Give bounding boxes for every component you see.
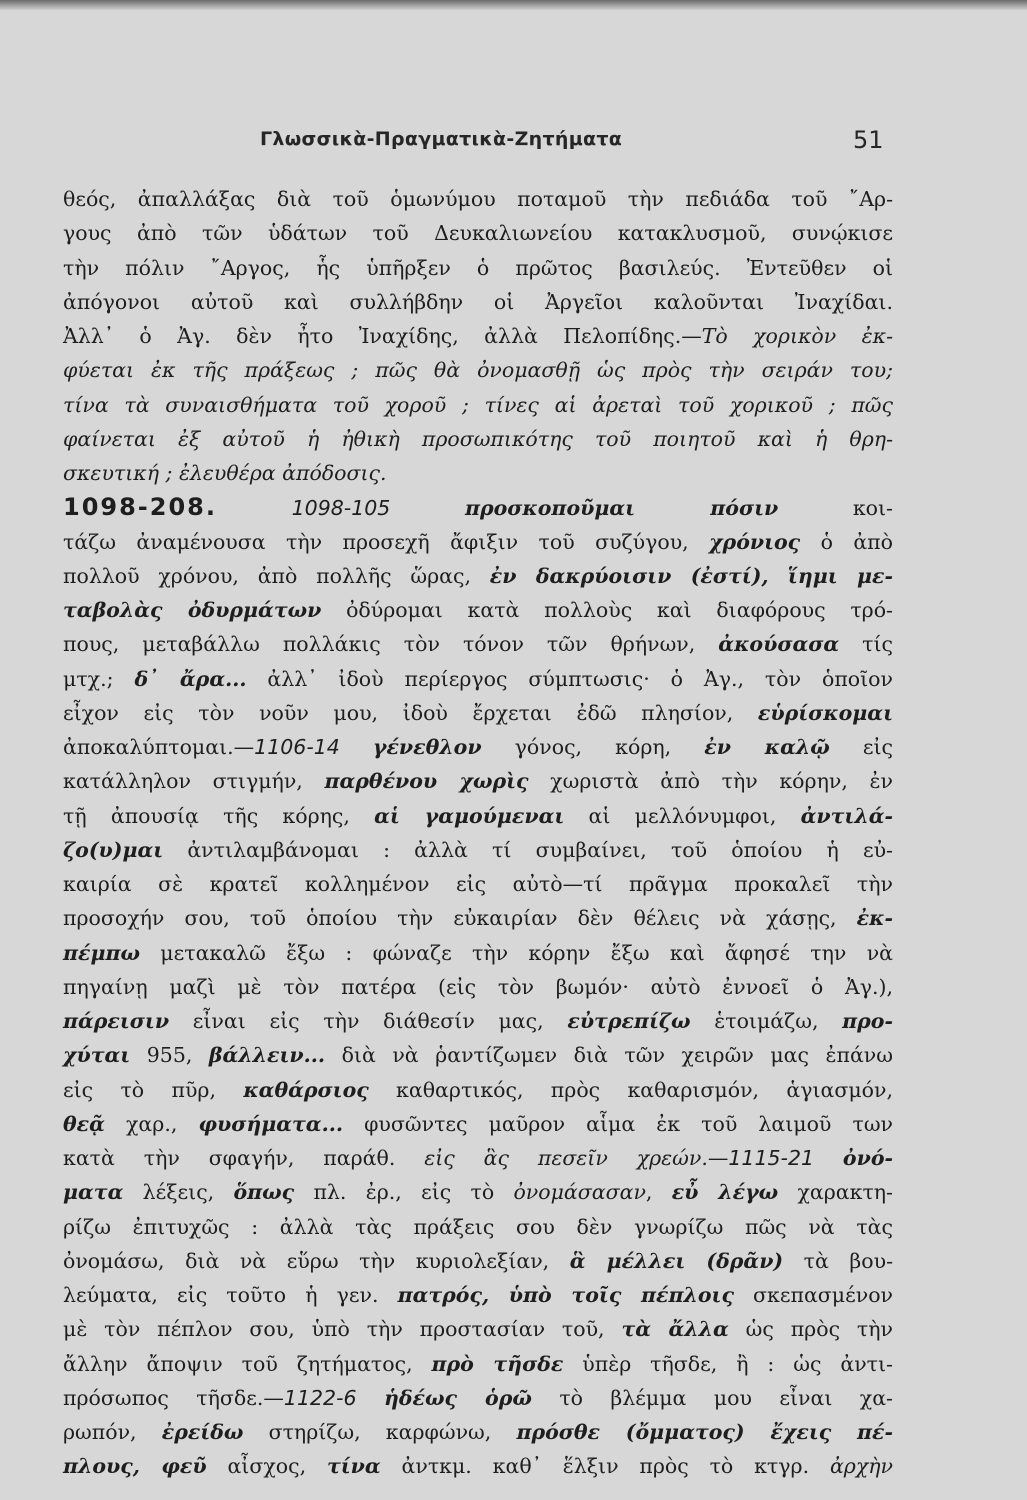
text-line [63,593,893,627]
text-line [63,353,893,387]
text-line [63,1312,893,1346]
text-segment: , [645,1180,672,1205]
text-line [63,970,893,1004]
text-segment: τίνα [326,1454,381,1479]
text-segment: χαρ., [104,1111,199,1136]
text-segment: πρόσθε (ὄμματος) ἔχεις πέ- [516,1420,893,1444]
text-segment: φυσήματα... [198,1111,343,1136]
text-segment: πέμπω [63,940,140,965]
text-segment: πρόσωπος τῆσδε.— [63,1385,284,1410]
text-segment: ματα [63,1180,124,1205]
text-segment: ὀνό- [842,1146,894,1170]
text-segment: σκευτική ; ἐλευθέρα ἀπόδοσις. [63,461,387,485]
page-number: 51 [853,126,884,154]
text-segment: ἐν δακρύοισιν (ἐστί), ἵημι με- [489,563,893,588]
text-segment: εὖ λέγω [671,1180,779,1205]
text-segment: ὀνομάσω, διὰ νὰ εὕρω τὴν κυριολεξίαν, [63,1248,570,1273]
text-segment: εἶναι εἰς τὴν διάθεσίν μας, [169,1009,568,1033]
text-line [63,388,893,422]
text-line [63,456,893,490]
text-segment: 1106-14 [254,735,340,759]
text-segment: εὑρίσκομαι [757,700,893,725]
text-segment: ἄλλην ἄποψιν τοῦ ζητήματος, [63,1351,432,1376]
text-segment: ὀδύρομαι κατὰ πολλοὺς καὶ διαφόρους τρό- [321,598,893,622]
text-segment: ἐκ- [856,906,893,931]
text-segment: λεύματα, εἰς τοῦτο ἡ γεν. [63,1283,398,1307]
text-segment: πολλοῦ χρόνου, ἀπὸ πολλῆς ὥρας, [63,563,490,588]
text-line [63,1073,893,1107]
text-line [63,730,893,764]
text-line [63,1449,893,1483]
text-segment: γους ἀπὸ τῶν ὑδάτων τοῦ Δευκαλιωνείου κατακλυσμοῦ, συνῴκισε [63,221,893,246]
text-segment [814,1146,843,1170]
text-segment: πλους, φεῦ [63,1454,207,1479]
text-segment: μὲ τὸν πέπλον σου, ὑπὸ τὴν προστασίαν τοῦ, [63,1317,622,1342]
text-segment: αἱ μελλόνυμφοι, [564,803,801,828]
text-line [63,1381,893,1415]
text-line [63,627,893,661]
text-line [63,1210,893,1244]
text-segment: θεᾷ [63,1111,105,1136]
text-segment: τὰ ἄλλα [621,1317,729,1342]
text-segment: κατάλληλον στιγμήν, [63,769,325,794]
text-line [63,1244,893,1278]
text-segment: κατὰ τὴν σφαγήν, παράθ. [63,1146,425,1170]
text-segment: ταβολὰς ὀδυρμάτων [63,598,322,622]
text-segment: πους, μεταβάλλω πολλάκις τὸν τόνον τῶν θρήνων, [63,632,719,657]
text-segment: 1115-21 [728,1146,815,1170]
text-line [63,662,893,696]
text-segment [390,496,465,520]
text-line [63,764,893,798]
text-line [63,422,893,456]
text-line [63,1004,893,1038]
text-segment: χρόνιος [709,529,801,554]
text-segment: ρωπόν, [63,1420,162,1444]
text-line [63,216,893,250]
text-line [63,1347,893,1381]
text-segment: τίνα τὰ συναισθήματα τοῦ χοροῦ ; τίνες αἱ ἀρεταὶ τοῦ χορικοῦ ; πῶς [63,392,893,417]
text-segment: μετακαλῶ ἔξω : φώναζε τὴν κόρην ἔξω καὶ ἄφησέ την νὰ [140,940,893,965]
text-segment: λέξεις, [123,1180,234,1205]
text-segment: 1098-208. [63,493,217,522]
text-segment: πατρός, ὑπὸ τοῖς πέπλοις [397,1283,734,1307]
text-segment: ἀκούσασα [718,632,840,657]
page-top-edge [0,0,1027,10]
text-segment: ἀπόγονοι αὐτοῦ καὶ συλλήβδην οἱ Ἀργεῖοι καλοῦνται Ἰναχίδαι. [63,289,893,314]
text-segment: εἶχον εἰς τὸν νοῦν μου, ἰδοὺ ἔρχεται ἐδῶ πλησίον, [63,700,758,725]
text-segment: ὑπὲρ τῆσδε, ἢ : ὡς ἀντι- [563,1351,893,1376]
text-segment: γόνος, κόρη, [481,735,705,759]
text-segment: προ- [842,1009,893,1033]
text-segment: ἀλλ᾿ ἰδοὺ περίεργος σύμπτωσις· ὁ Ἀγ., τὸν ὁποῖον [246,666,893,691]
text-line [63,525,893,559]
text-segment: καιρία σὲ κρατεῖ κολλημένον εἰς αὐτὸ—τί πρᾶγμα προκαλεῖ τὴν [63,872,893,896]
text-segment: εἰς ἃς πεσεῖν χρεών. [424,1146,708,1170]
text-segment: ἃ μέλλει (δρᾶν) [569,1248,784,1273]
text-segment: ὅπως [233,1180,295,1205]
text-line [63,833,893,867]
text-segment: πάρεισιν [63,1009,170,1033]
text-segment: θεός, ἀπαλλάξας διὰ τοῦ ὁμωνύμου ποταμοῦ τὴν πεδιάδα τοῦ ῎Αρ- [63,187,893,211]
text-segment: τίς [839,632,893,657]
commentary-text-block [63,182,893,1484]
text-segment: ἀρχὴν [829,1454,894,1479]
text-segment: χαρακτη- [778,1180,893,1205]
text-line [63,182,893,216]
text-line [63,285,893,319]
text-line [63,490,893,524]
text-segment: καθάρσιος [243,1077,369,1102]
text-segment: ἑτοιμάζω, [690,1009,843,1033]
text-segment: 1098-105 [291,496,391,521]
text-segment: — [707,1146,729,1170]
text-line [63,1038,893,1072]
text-line [63,1175,893,1209]
text-segment: ρίζω ἐπιτυχῶς : ἀλλὰ τὰς πράξεις σου δὲν γνωρίζω πῶς νὰ τὰς [63,1214,893,1239]
text-line [63,867,893,901]
text-segment: προσοχήν σου, τοῦ ὁποίου τὴν εὐκαιρίαν δὲν θέλεις νὰ χάσῃς, [63,906,857,931]
text-segment: Τὸ χορικὸν ἐκ- [701,324,893,348]
text-line [63,936,893,970]
text-segment [340,735,373,759]
text-segment: ὡς πρὸς τὴν [728,1317,894,1342]
text-segment: σκεπασμένον [733,1283,894,1307]
text-segment: πηγαίνῃ μαζὶ μὲ τὸν πατέρα (εἰς τὸν βωμόν· αὐτὸ ἐννοεῖ ὁ Ἀγ.), [63,974,893,999]
text-segment: τῇ ἀπουσίᾳ τῆς κόρης, [63,803,375,828]
text-segment: μτχ.; [63,666,135,691]
text-line [63,1278,893,1312]
text-line [63,799,893,833]
text-segment [217,496,292,520]
text-line [63,559,893,593]
text-segment: καθαρτικός, πρὸς καθαρισμόν, ἁγιασμόν, [368,1077,893,1102]
text-segment: χύται [63,1043,131,1068]
text-segment: δ᾿ ἄρα... [134,666,247,691]
text-segment: πρὸ τῆσδε [431,1351,564,1376]
text-segment: τὰ βου- [783,1248,893,1273]
text-line [63,696,893,730]
text-segment [357,1386,384,1410]
text-segment: ζο(υ)μαι [63,837,164,862]
text-segment: Ἀλλ᾿ ὁ Ἀγ. δὲν ἦτο Ἰναχίδης, ἀλλὰ Πελοπίδης.— [63,324,702,348]
text-segment: φυσῶντες μαῦρον αἷμα ἐκ τοῦ λαιμοῦ των [343,1111,893,1136]
text-segment: ἡδέως ὁρῶ [383,1385,532,1410]
text-segment: κοι- [778,496,893,521]
text-segment: 955, [130,1043,209,1068]
text-segment: φαίνεται ἐξ αὐτοῦ ἡ ἠθικὴ προσωπικότης τοῦ ποιητοῦ καὶ ἡ θρη- [63,426,893,451]
text-segment: 1122-6 [283,1385,357,1410]
text-segment: ἐν καλῷ [704,735,830,759]
text-segment: ἀντκμ. καθ᾿ ἕλξιν πρὸς τὸ κτγρ. [380,1454,830,1479]
text-line [63,1107,893,1141]
text-segment: διὰ νὰ ῥαντίζωμεν διὰ τῶν χειρῶν μας ἐπάνω [325,1043,893,1068]
text-line [63,1141,893,1175]
text-segment: στηρίζω, καρφώνω, [243,1420,517,1444]
text-segment: ἀντιλά- [800,803,894,828]
running-header: Γλωσσικὰ-Πραγματικὰ-Ζητήματα [260,128,623,150]
text-segment: βάλλειν... [208,1043,326,1068]
text-segment: τὴν πόλιν ῎Αργος, ἧς ὑπῆρξεν ὁ πρῶτος βασιλεύς. Ἐντεῦθεν οἱ [63,255,893,280]
text-segment: προσκοποῦμαι πόσιν [464,496,779,521]
text-segment: παρθένου χωρὶς [324,769,529,794]
text-segment: τὸ βλέμμα μου εἶναι χα- [531,1385,893,1410]
text-segment: τάζω ἀναμένουσα τὴν προσεχῆ ἄφιξιν τοῦ συζύγου, [63,529,710,554]
text-segment: εἰς τὸ πῦρ, [63,1077,244,1102]
text-segment: εἰς [829,735,893,759]
text-line [63,251,893,285]
text-segment: φύεται ἐκ τῆς πράξεως ; πῶς θὰ ὀνομασθῇ ὡς πρὸς τὴν σειράν του; [63,358,893,383]
text-segment: ἀντιλαμβάνομαι : ἀλλὰ τί συμβαίνει, τοῦ ὁποίου ἡ εὐ- [163,837,893,862]
text-segment: αἶσχος, [206,1454,327,1479]
text-line [63,319,893,353]
text-segment: ὀνομάσασαν [513,1180,646,1205]
text-segment: εὐτρεπίζω [567,1009,691,1033]
text-segment: χωριστὰ ἀπὸ τὴν κόρην, ἐν [528,769,893,794]
text-segment: ἀποκαλύπτομαι.— [63,735,255,759]
text-line [63,901,893,935]
text-segment: αἱ γαμούμεναι [374,803,565,828]
text-line [63,1415,893,1449]
text-segment: πλ. ἐρ., εἰς τὸ [294,1180,514,1205]
text-segment: γένεθλον [372,735,482,759]
text-segment: ἐρείδω [161,1420,244,1444]
text-segment: ὁ ἀπὸ [800,529,893,554]
